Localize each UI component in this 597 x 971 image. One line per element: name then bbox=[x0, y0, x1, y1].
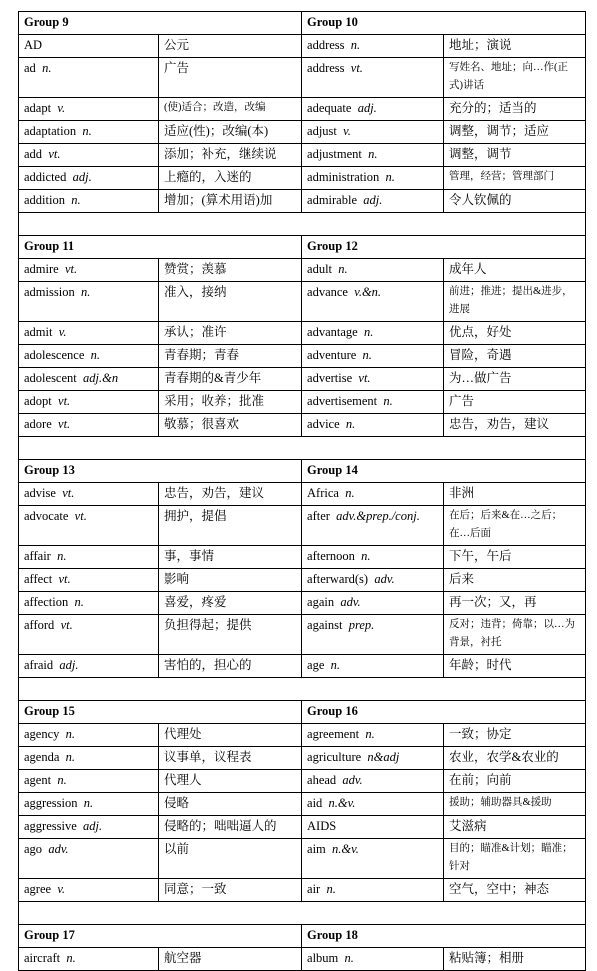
right-word-cell bbox=[302, 345, 444, 368]
right-word-cell bbox=[302, 190, 444, 213]
right-meaning: 空气，空中；神态 bbox=[444, 879, 586, 902]
right-part-of-speech: n. bbox=[350, 38, 361, 52]
right-meaning: 冒险，奇遇 bbox=[444, 345, 586, 368]
right-word: adjustment bbox=[307, 147, 362, 161]
right-part-of-speech: n. bbox=[326, 882, 336, 896]
left-word-cell bbox=[19, 816, 159, 839]
left-word-cell bbox=[19, 770, 159, 793]
right-word: air bbox=[307, 882, 321, 896]
right-word: address bbox=[307, 61, 345, 75]
table-row bbox=[19, 259, 586, 282]
right-word: aid bbox=[307, 796, 323, 810]
right-part-of-speech: n.&v. bbox=[332, 842, 359, 856]
spacer-row bbox=[19, 902, 586, 925]
left-part-of-speech: vt. bbox=[58, 417, 71, 431]
left-meaning: 负担得起；提供 bbox=[159, 615, 302, 655]
left-meaning: 忠告，劝告，建议 bbox=[159, 483, 302, 506]
right-meaning: 广告 bbox=[444, 391, 586, 414]
spacer-cell bbox=[19, 902, 586, 925]
table-row bbox=[19, 770, 586, 793]
left-word-cell bbox=[19, 592, 159, 615]
right-part-of-speech: adj. bbox=[357, 101, 377, 115]
vocabulary-table-body bbox=[19, 12, 586, 971]
right-word: administration bbox=[307, 170, 380, 184]
right-meaning: 成年人 bbox=[444, 259, 586, 282]
right-part-of-speech: prep. bbox=[348, 618, 375, 632]
left-word-cell bbox=[19, 144, 159, 167]
right-meaning: 调整，调节；适应 bbox=[444, 121, 586, 144]
left-meaning: (使)适合；改造，改编 bbox=[159, 98, 302, 121]
table-row bbox=[19, 879, 586, 902]
right-meaning: 在后；后来&在…之后；在…后面 bbox=[444, 506, 586, 546]
table-row bbox=[19, 368, 586, 391]
right-word: adjust bbox=[307, 124, 337, 138]
left-word-cell bbox=[19, 368, 159, 391]
left-part-of-speech: vt. bbox=[60, 618, 73, 632]
right-part-of-speech: n. bbox=[363, 325, 374, 339]
right-word-cell bbox=[302, 839, 444, 879]
left-word: afraid bbox=[24, 658, 54, 672]
right-word: Africa bbox=[307, 486, 339, 500]
right-word-cell bbox=[302, 506, 444, 546]
right-part-of-speech: vt. bbox=[350, 61, 363, 75]
right-word-cell bbox=[302, 144, 444, 167]
right-word: afterward(s) bbox=[307, 572, 369, 586]
right-word: advantage bbox=[307, 325, 358, 339]
left-meaning: 喜爱，疼爱 bbox=[159, 592, 302, 615]
table-row bbox=[19, 414, 586, 437]
right-part-of-speech: v. bbox=[343, 124, 351, 138]
right-part-of-speech: vt. bbox=[358, 371, 371, 385]
left-word-cell bbox=[19, 569, 159, 592]
group-header-row bbox=[19, 701, 586, 724]
group-title-left: Group 11 bbox=[19, 236, 302, 259]
right-meaning: 非洲 bbox=[444, 483, 586, 506]
group-title-left: Group 15 bbox=[19, 701, 302, 724]
left-word: afford bbox=[24, 618, 55, 632]
left-word-cell bbox=[19, 391, 159, 414]
left-word-cell bbox=[19, 747, 159, 770]
table-row bbox=[19, 724, 586, 747]
left-word: add bbox=[24, 147, 43, 161]
right-part-of-speech: n. bbox=[365, 727, 375, 741]
left-meaning: 害怕的，担心的 bbox=[159, 655, 302, 678]
left-meaning: 广告 bbox=[159, 58, 302, 98]
vocabulary-sheet bbox=[18, 11, 585, 971]
left-meaning: 议事单，议程表 bbox=[159, 747, 302, 770]
table-row bbox=[19, 747, 586, 770]
right-meaning: 下午，午后 bbox=[444, 546, 586, 569]
left-part-of-speech: n. bbox=[90, 348, 101, 362]
right-word: after bbox=[307, 509, 330, 523]
right-word: adventure bbox=[307, 348, 357, 362]
right-word-cell bbox=[302, 368, 444, 391]
left-part-of-speech: n. bbox=[57, 773, 67, 787]
right-word-cell bbox=[302, 615, 444, 655]
left-word-cell bbox=[19, 345, 159, 368]
table-row bbox=[19, 322, 586, 345]
right-meaning: 优点，好处 bbox=[444, 322, 586, 345]
left-word-cell bbox=[19, 839, 159, 879]
vocabulary-table bbox=[18, 11, 586, 971]
left-part-of-speech: n. bbox=[65, 750, 76, 764]
right-meaning: 调整，调节 bbox=[444, 144, 586, 167]
left-part-of-speech: v. bbox=[57, 882, 66, 896]
left-meaning: 拥护，提倡 bbox=[159, 506, 302, 546]
right-word-cell bbox=[302, 655, 444, 678]
right-part-of-speech: n. bbox=[330, 658, 340, 672]
right-word-cell bbox=[302, 747, 444, 770]
table-row bbox=[19, 190, 586, 213]
left-part-of-speech: adj.&n bbox=[83, 371, 119, 385]
right-word: album bbox=[307, 951, 339, 965]
left-word-cell bbox=[19, 259, 159, 282]
right-part-of-speech: adv. bbox=[374, 572, 395, 586]
group-title-right: Group 10 bbox=[302, 12, 586, 35]
right-meaning: 目的；瞄准&计划；瞄准；针对 bbox=[444, 839, 586, 879]
left-part-of-speech: v. bbox=[58, 325, 67, 339]
left-part-of-speech: adj. bbox=[72, 170, 92, 184]
right-meaning: 管理，经营；管理部门 bbox=[444, 167, 586, 190]
table-row bbox=[19, 506, 586, 546]
right-meaning: 忠告，劝告，建议 bbox=[444, 414, 586, 437]
left-word: adore bbox=[24, 417, 52, 431]
left-part-of-speech: n. bbox=[65, 727, 76, 741]
left-word: ago bbox=[24, 842, 43, 856]
right-word-cell bbox=[302, 793, 444, 816]
right-word: adult bbox=[307, 262, 333, 276]
left-meaning: 适应(性)；改编(本) bbox=[159, 121, 302, 144]
right-meaning: 令人钦佩的 bbox=[444, 190, 586, 213]
left-part-of-speech: n. bbox=[74, 595, 84, 609]
right-word-cell bbox=[302, 391, 444, 414]
table-row bbox=[19, 948, 586, 971]
left-part-of-speech: vt. bbox=[48, 147, 61, 161]
left-word: agenda bbox=[24, 750, 60, 764]
right-meaning: 前进；推进；提出&进步，进展 bbox=[444, 282, 586, 322]
left-part-of-speech: n. bbox=[57, 549, 67, 563]
right-part-of-speech: adv.&prep./conj. bbox=[336, 509, 420, 523]
table-row bbox=[19, 345, 586, 368]
right-word-cell bbox=[302, 770, 444, 793]
left-word: aggression bbox=[24, 796, 78, 810]
right-part-of-speech: adv. bbox=[342, 773, 363, 787]
left-part-of-speech: adv. bbox=[48, 842, 69, 856]
spacer-cell bbox=[19, 678, 586, 701]
table-row bbox=[19, 167, 586, 190]
right-word-cell bbox=[302, 569, 444, 592]
left-word-cell bbox=[19, 121, 159, 144]
left-word: admire bbox=[24, 262, 59, 276]
group-title-left: Group 13 bbox=[19, 460, 302, 483]
right-word: admirable bbox=[307, 193, 357, 207]
right-meaning: 在前；向前 bbox=[444, 770, 586, 793]
left-word: aircraft bbox=[24, 951, 61, 965]
left-word-cell bbox=[19, 282, 159, 322]
left-word-cell bbox=[19, 879, 159, 902]
left-meaning: 代理处 bbox=[159, 724, 302, 747]
right-word: advice bbox=[307, 417, 340, 431]
right-word-cell bbox=[302, 948, 444, 971]
right-part-of-speech: adj. bbox=[363, 193, 383, 207]
left-word: admission bbox=[24, 285, 75, 299]
right-part-of-speech: adv. bbox=[340, 595, 361, 609]
right-word-cell bbox=[302, 414, 444, 437]
left-meaning: 以前 bbox=[159, 839, 302, 879]
left-part-of-speech: vt. bbox=[64, 262, 78, 276]
right-part-of-speech: n. bbox=[362, 348, 372, 362]
left-word: adaptation bbox=[24, 124, 77, 138]
right-word: agreement bbox=[307, 727, 360, 741]
table-row bbox=[19, 35, 586, 58]
group-title-left: Group 9 bbox=[19, 12, 302, 35]
spacer-cell bbox=[19, 213, 586, 236]
right-part-of-speech: n. bbox=[344, 951, 354, 965]
right-part-of-speech: n. bbox=[368, 147, 378, 161]
left-meaning: 上瘾的，入迷的 bbox=[159, 167, 302, 190]
right-word-cell bbox=[302, 483, 444, 506]
left-part-of-speech: vt. bbox=[62, 486, 75, 500]
left-word-cell bbox=[19, 506, 159, 546]
right-word-cell bbox=[302, 816, 444, 839]
right-meaning: 后来 bbox=[444, 569, 586, 592]
right-part-of-speech: n&adj bbox=[367, 750, 400, 764]
group-title-left: Group 17 bbox=[19, 925, 302, 948]
right-word: advertise bbox=[307, 371, 353, 385]
right-word-cell bbox=[302, 259, 444, 282]
left-meaning: 添加；补充，继续说 bbox=[159, 144, 302, 167]
right-word: aim bbox=[307, 842, 326, 856]
right-word-cell bbox=[302, 322, 444, 345]
left-word: affect bbox=[24, 572, 53, 586]
left-meaning: 侵略的；咄咄逼人的 bbox=[159, 816, 302, 839]
left-meaning: 增加；(算术用语)加 bbox=[159, 190, 302, 213]
spacer-row bbox=[19, 213, 586, 236]
left-word: ad bbox=[24, 61, 36, 75]
right-word: AIDS bbox=[307, 819, 337, 833]
left-word: addition bbox=[24, 193, 65, 207]
left-meaning: 航空器 bbox=[159, 948, 302, 971]
left-word: adolescence bbox=[24, 348, 85, 362]
left-meaning: 侵略 bbox=[159, 793, 302, 816]
left-meaning: 影响 bbox=[159, 569, 302, 592]
left-part-of-speech: n. bbox=[82, 124, 92, 138]
right-part-of-speech: n. bbox=[383, 394, 393, 408]
group-title-right: Group 14 bbox=[302, 460, 586, 483]
right-meaning: 艾滋病 bbox=[444, 816, 586, 839]
left-word: adapt bbox=[24, 101, 52, 115]
table-row bbox=[19, 615, 586, 655]
right-word-cell bbox=[302, 879, 444, 902]
table-row bbox=[19, 391, 586, 414]
spacer-row bbox=[19, 437, 586, 460]
table-row bbox=[19, 546, 586, 569]
left-meaning: 青春期的&青少年 bbox=[159, 368, 302, 391]
right-word-cell bbox=[302, 592, 444, 615]
right-word: afternoon bbox=[307, 549, 355, 563]
table-row bbox=[19, 98, 586, 121]
right-meaning: 反对；违背；倚靠；以…为背景，衬托 bbox=[444, 615, 586, 655]
right-part-of-speech: n. bbox=[345, 486, 355, 500]
group-header-row bbox=[19, 925, 586, 948]
right-word: against bbox=[307, 618, 343, 632]
table-row bbox=[19, 58, 586, 98]
left-word: addicted bbox=[24, 170, 67, 184]
left-part-of-speech: n. bbox=[83, 796, 94, 810]
spacer-row bbox=[19, 678, 586, 701]
right-word-cell bbox=[302, 35, 444, 58]
left-meaning: 承认；准许 bbox=[159, 322, 302, 345]
right-part-of-speech: n. bbox=[385, 170, 395, 184]
left-meaning: 代理人 bbox=[159, 770, 302, 793]
right-word: agriculture bbox=[307, 750, 362, 764]
table-row bbox=[19, 816, 586, 839]
right-meaning: 粘贴簿；相册 bbox=[444, 948, 586, 971]
right-word: address bbox=[307, 38, 345, 52]
left-word: adolescent bbox=[24, 371, 77, 385]
left-part-of-speech: adj. bbox=[83, 819, 103, 833]
right-word: ahead bbox=[307, 773, 337, 787]
right-meaning: 地址；演说 bbox=[444, 35, 586, 58]
left-word-cell bbox=[19, 546, 159, 569]
right-meaning: 农业，农学&农业的 bbox=[444, 747, 586, 770]
right-word: adequate bbox=[307, 101, 352, 115]
right-word: advertisement bbox=[307, 394, 378, 408]
right-meaning: 充分的；适当的 bbox=[444, 98, 586, 121]
left-part-of-speech: v. bbox=[57, 101, 66, 115]
left-word: AD bbox=[24, 38, 43, 52]
right-word: again bbox=[307, 595, 335, 609]
left-word: affection bbox=[24, 595, 69, 609]
right-part-of-speech: v.&n. bbox=[354, 285, 382, 299]
left-part-of-speech: vt. bbox=[58, 394, 71, 408]
group-title-right: Group 18 bbox=[302, 925, 586, 948]
group-title-right: Group 12 bbox=[302, 236, 586, 259]
right-meaning: 写姓名、地址；向…作(正式)讲话 bbox=[444, 58, 586, 98]
left-word: aggressive bbox=[24, 819, 77, 833]
table-row bbox=[19, 282, 586, 322]
table-row bbox=[19, 839, 586, 879]
right-word-cell bbox=[302, 724, 444, 747]
right-meaning: 年龄；时代 bbox=[444, 655, 586, 678]
left-word: agent bbox=[24, 773, 52, 787]
left-word: agree bbox=[24, 882, 52, 896]
group-title-right: Group 16 bbox=[302, 701, 586, 724]
left-meaning: 准入，接纳 bbox=[159, 282, 302, 322]
left-word-cell bbox=[19, 948, 159, 971]
group-header-row bbox=[19, 236, 586, 259]
left-word-cell bbox=[19, 322, 159, 345]
left-part-of-speech: n. bbox=[71, 193, 81, 207]
left-part-of-speech: n. bbox=[66, 951, 76, 965]
spacer-cell bbox=[19, 437, 586, 460]
left-part-of-speech: vt. bbox=[58, 572, 71, 586]
left-word: affair bbox=[24, 549, 51, 563]
right-word-cell bbox=[302, 167, 444, 190]
right-word-cell bbox=[302, 282, 444, 322]
left-word-cell bbox=[19, 167, 159, 190]
left-meaning: 赞赏；羡慕 bbox=[159, 259, 302, 282]
right-word: age bbox=[307, 658, 325, 672]
left-word: adopt bbox=[24, 394, 52, 408]
left-word: advise bbox=[24, 486, 56, 500]
left-part-of-speech: n. bbox=[42, 61, 52, 75]
right-meaning: 为…做广告 bbox=[444, 368, 586, 391]
right-word-cell bbox=[302, 98, 444, 121]
right-word: advance bbox=[307, 285, 348, 299]
left-word: admit bbox=[24, 325, 53, 339]
left-part-of-speech: adj. bbox=[59, 658, 79, 672]
table-row bbox=[19, 144, 586, 167]
left-meaning: 事，事情 bbox=[159, 546, 302, 569]
table-row bbox=[19, 569, 586, 592]
left-part-of-speech: n. bbox=[80, 285, 91, 299]
right-word-cell bbox=[302, 121, 444, 144]
right-meaning: 再一次；又，再 bbox=[444, 592, 586, 615]
table-row bbox=[19, 121, 586, 144]
left-part-of-speech: vt. bbox=[74, 509, 87, 523]
right-meaning: 一致；协定 bbox=[444, 724, 586, 747]
left-word-cell bbox=[19, 615, 159, 655]
left-word-cell bbox=[19, 58, 159, 98]
table-row bbox=[19, 592, 586, 615]
left-word-cell bbox=[19, 35, 159, 58]
left-word-cell bbox=[19, 655, 159, 678]
table-row bbox=[19, 483, 586, 506]
left-meaning: 采用；收养；批准 bbox=[159, 391, 302, 414]
left-word-cell bbox=[19, 190, 159, 213]
table-row bbox=[19, 793, 586, 816]
right-part-of-speech: n.&v. bbox=[328, 796, 356, 810]
left-word: agency bbox=[24, 727, 60, 741]
left-word-cell bbox=[19, 98, 159, 121]
left-word-cell bbox=[19, 724, 159, 747]
right-part-of-speech: n. bbox=[338, 262, 348, 276]
left-word-cell bbox=[19, 793, 159, 816]
right-word-cell bbox=[302, 58, 444, 98]
left-meaning: 同意；一致 bbox=[159, 879, 302, 902]
left-word-cell bbox=[19, 414, 159, 437]
left-meaning: 敬慕；很喜欢 bbox=[159, 414, 302, 437]
group-header-row bbox=[19, 460, 586, 483]
right-meaning: 援助；辅助器具&援助 bbox=[444, 793, 586, 816]
left-meaning: 青春期；青春 bbox=[159, 345, 302, 368]
right-word-cell bbox=[302, 546, 444, 569]
group-header-row bbox=[19, 12, 586, 35]
left-word-cell bbox=[19, 483, 159, 506]
right-part-of-speech: n. bbox=[345, 417, 356, 431]
table-row bbox=[19, 655, 586, 678]
right-part-of-speech: n. bbox=[361, 549, 371, 563]
left-meaning: 公元 bbox=[159, 35, 302, 58]
left-word: advocate bbox=[24, 509, 69, 523]
